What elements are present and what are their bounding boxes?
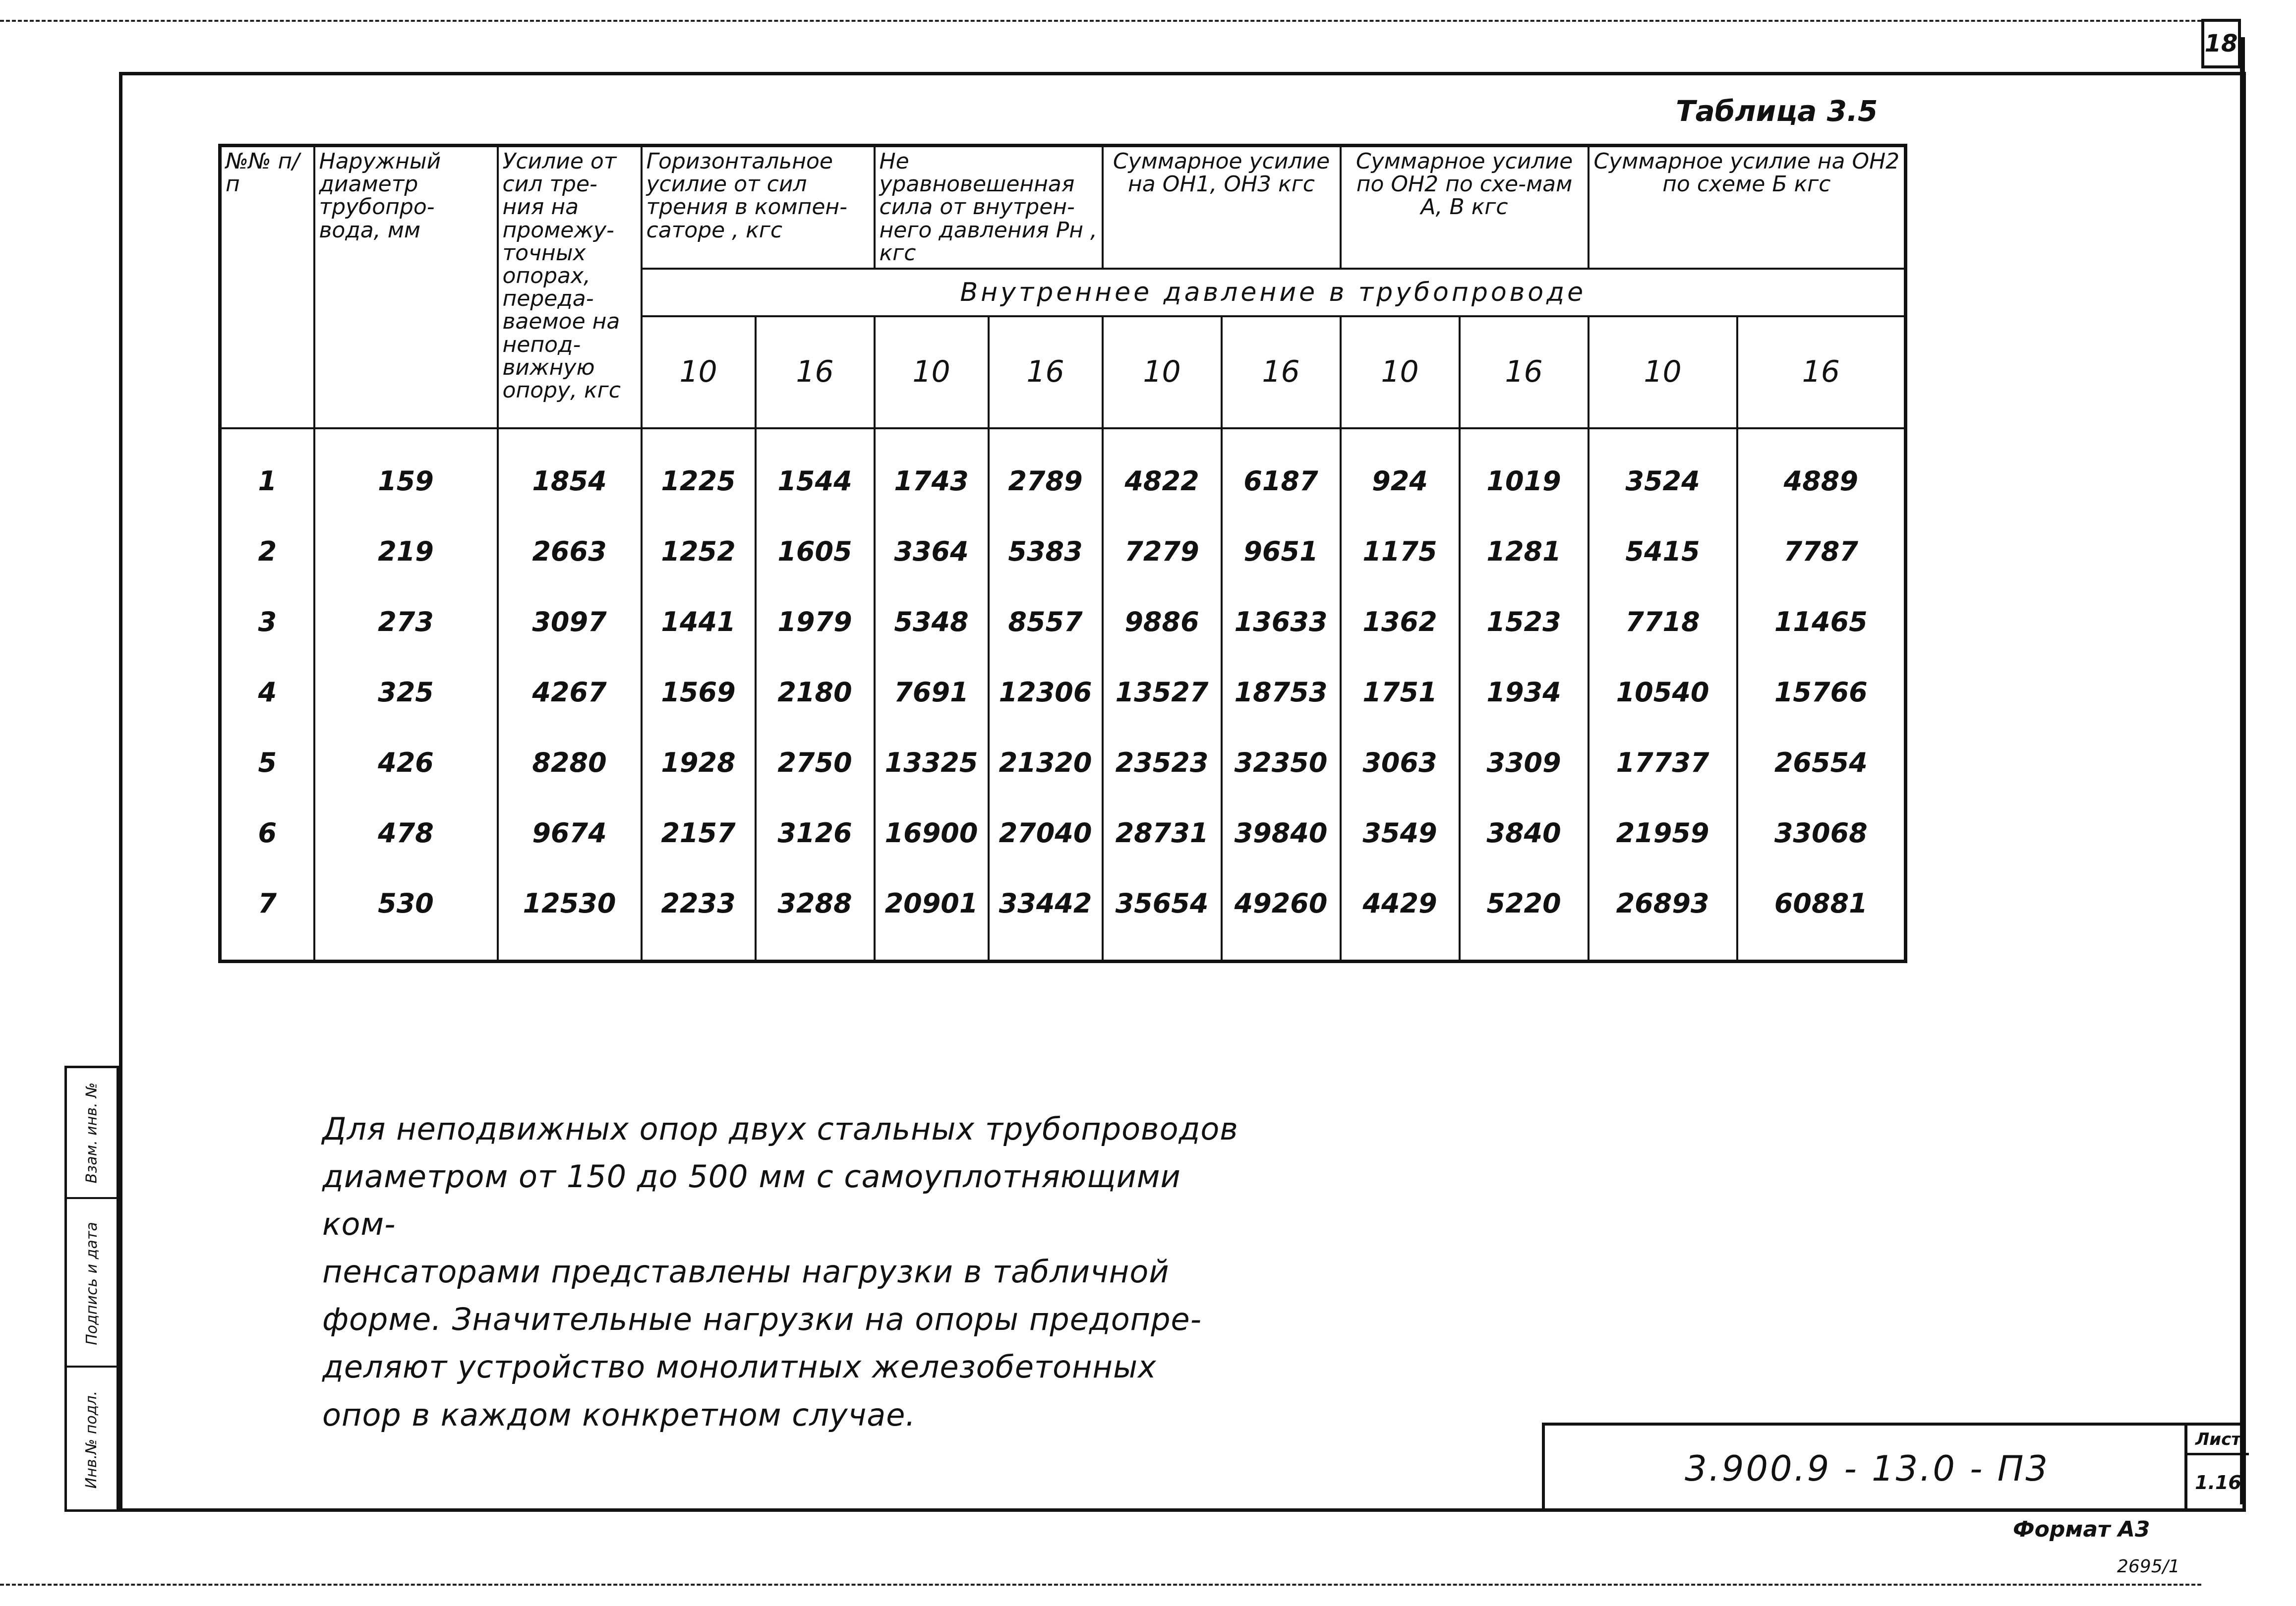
sheet-number: 1.16 <box>2195 1472 2241 1493</box>
table-cell: 9886 <box>1103 587 1222 657</box>
table-cell: 13633 <box>1222 587 1341 657</box>
table-cell: 1751 <box>1341 657 1460 728</box>
table-cell: 60881 <box>1737 868 1906 939</box>
side-label: Инв.№ подл. <box>83 1390 101 1489</box>
side-label: Подпись и дата <box>83 1221 101 1345</box>
table-cell: 1 <box>220 428 314 516</box>
table-cell: 426 <box>314 728 498 798</box>
side-cell-replace-inv <box>67 1068 117 1197</box>
frame-right-edge <box>2240 37 2245 1504</box>
table-cell: 6187 <box>1222 428 1341 516</box>
table-body <box>220 428 1906 962</box>
table-cell: 2233 <box>642 868 756 939</box>
table-spacer-row <box>220 939 1906 962</box>
header-sum-oh2-ab: Суммарное усилие по ОН2 по схе-мам А, В кгс <box>1341 146 1589 269</box>
table-cell: 7787 <box>1737 516 1906 587</box>
note-line: диаметром от 150 до 500 мм с самоуплотняющими ком- <box>322 1158 1181 1243</box>
table-spacer-cell <box>1341 939 1460 962</box>
side-stamp-strip <box>64 1066 119 1512</box>
table-cell: 2157 <box>642 798 756 868</box>
table-cell: 3288 <box>756 868 875 939</box>
header-pressure: Внутреннее давление в трубопроводе <box>642 269 1906 316</box>
table-spacer-cell <box>1737 939 1906 962</box>
side-cell-original-inv <box>67 1366 117 1511</box>
sheet-box <box>2184 1426 2249 1512</box>
table-row <box>220 868 1906 939</box>
table-cell: 924 <box>1341 428 1460 516</box>
loads-table <box>218 144 1907 963</box>
header-pressure-10: 10 <box>1589 316 1737 428</box>
table-row <box>220 657 1906 728</box>
table-cell: 39840 <box>1222 798 1341 868</box>
table-row <box>220 728 1906 798</box>
table-cell: 33442 <box>989 868 1103 939</box>
table-cell: 5383 <box>989 516 1103 587</box>
table-cell: 530 <box>314 868 498 939</box>
header-horizontal: Горизонтальное усилие от сил трения в компен-саторе , кгс <box>642 146 875 269</box>
table-spacer-cell <box>314 939 498 962</box>
table-spacer-cell <box>642 939 756 962</box>
table-cell: 3364 <box>875 516 989 587</box>
table-cell: 1544 <box>756 428 875 516</box>
table-cell: 7 <box>220 868 314 939</box>
table-cell: 3549 <box>1341 798 1460 868</box>
table-cell: 273 <box>314 587 498 657</box>
table-cell: 21959 <box>1589 798 1737 868</box>
table-cell: 20901 <box>875 868 989 939</box>
document-number: 3.900.9 - 13.0 - П3 <box>1685 1448 2050 1489</box>
table-cell: 8557 <box>989 587 1103 657</box>
table-cell: 6 <box>220 798 314 868</box>
note-line: деляют устройство монолитных железобетонных <box>322 1349 1157 1385</box>
table-cell: 478 <box>314 798 498 868</box>
table-cell: 2750 <box>756 728 875 798</box>
table-cell: 3 <box>220 587 314 657</box>
bottom-cut-line <box>0 1584 2201 1586</box>
side-label: Взам. инв. № <box>83 1082 101 1183</box>
table-spacer-cell <box>1103 939 1222 962</box>
table-cell: 9651 <box>1222 516 1341 587</box>
note-text <box>322 1105 1264 1439</box>
table-cell: 21320 <box>989 728 1103 798</box>
format-label: Формат А3 <box>2013 1517 2150 1542</box>
table-cell: 1175 <box>1341 516 1460 587</box>
table-cell: 7691 <box>875 657 989 728</box>
table-cell: 10540 <box>1589 657 1737 728</box>
note-line: Для неподвижных опор двух стальных трубопроводов <box>322 1111 1238 1147</box>
table-cell: 18753 <box>1222 657 1341 728</box>
table-spacer-cell <box>989 939 1103 962</box>
table-cell: 1019 <box>1460 428 1589 516</box>
table-cell: 27040 <box>989 798 1103 868</box>
table-cell: 12306 <box>989 657 1103 728</box>
table-title: Таблица 3.5 <box>1676 94 1878 128</box>
table-cell: 12530 <box>498 868 642 939</box>
table-spacer-cell <box>1460 939 1589 962</box>
table-cell: 2 <box>220 516 314 587</box>
table-cell: 8280 <box>498 728 642 798</box>
table-cell: 16900 <box>875 798 989 868</box>
table-cell: 49260 <box>1222 868 1341 939</box>
note-line: пенсаторами представлены нагрузки в табличной <box>322 1254 1170 1290</box>
table-cell: 1605 <box>756 516 875 587</box>
table-cell: 3309 <box>1460 728 1589 798</box>
table-row <box>220 587 1906 657</box>
side-cell-signature <box>67 1197 117 1368</box>
note-line: форме. Значительные нагрузки на опоры предопре- <box>322 1301 1202 1338</box>
table-cell: 1362 <box>1341 587 1460 657</box>
sheet-label: Лист <box>2187 1426 2249 1455</box>
page-number: 18 <box>2201 19 2241 68</box>
table-cell: 13527 <box>1103 657 1222 728</box>
table-cell: 1934 <box>1460 657 1589 728</box>
table-cell: 11465 <box>1737 587 1906 657</box>
title-block <box>1542 1423 2246 1512</box>
table-cell: 5415 <box>1589 516 1737 587</box>
table-spacer-cell <box>498 939 642 962</box>
table-cell: 219 <box>314 516 498 587</box>
table-cell: 32350 <box>1222 728 1341 798</box>
table-cell: 4 <box>220 657 314 728</box>
table-cell: 3063 <box>1341 728 1460 798</box>
table-cell: 1252 <box>642 516 756 587</box>
table-cell: 13325 <box>875 728 989 798</box>
header-pressure-10: 10 <box>1103 316 1222 428</box>
table-row <box>220 516 1906 587</box>
table-cell: 4889 <box>1737 428 1906 516</box>
table-cell: 1743 <box>875 428 989 516</box>
table-cell: 28731 <box>1103 798 1222 868</box>
table-cell: 1854 <box>498 428 642 516</box>
table-cell: 15766 <box>1737 657 1906 728</box>
table-cell: 2789 <box>989 428 1103 516</box>
table-spacer-cell <box>875 939 989 962</box>
table-cell: 1979 <box>756 587 875 657</box>
table-cell: 3126 <box>756 798 875 868</box>
table-cell: 9674 <box>498 798 642 868</box>
table-cell: 17737 <box>1589 728 1737 798</box>
header-pressure-16: 16 <box>989 316 1103 428</box>
table-cell: 23523 <box>1103 728 1222 798</box>
table-cell: 7718 <box>1589 587 1737 657</box>
header-pressure-10: 10 <box>1341 316 1460 428</box>
table-cell: 159 <box>314 428 498 516</box>
table-cell: 1569 <box>642 657 756 728</box>
table-cell: 5 <box>220 728 314 798</box>
table-cell: 3097 <box>498 587 642 657</box>
table-cell: 4267 <box>498 657 642 728</box>
table-spacer-cell <box>1222 939 1341 962</box>
top-cut-line <box>0 20 2201 22</box>
table-cell: 26554 <box>1737 728 1906 798</box>
header-diameter: Наружный диаметр трубопро-вода, мм <box>314 146 498 428</box>
table-cell: 325 <box>314 657 498 728</box>
header-pressure-10: 10 <box>875 316 989 428</box>
table-cell: 3524 <box>1589 428 1737 516</box>
table-cell: 4822 <box>1103 428 1222 516</box>
header-friction: Усилие от сил тре-ния на промежу-точных опорах, переда-ваемое на непод-вижную опору, кгс <box>498 146 642 428</box>
header-pressure-16: 16 <box>756 316 875 428</box>
table-cell: 33068 <box>1737 798 1906 868</box>
header-pressure-16: 16 <box>1737 316 1906 428</box>
table-spacer-cell <box>220 939 314 962</box>
table-cell: 3840 <box>1460 798 1589 868</box>
table-cell: 4429 <box>1341 868 1460 939</box>
table-cell: 1281 <box>1460 516 1589 587</box>
header-unbalanced: Не уравновешенная сила от внутрен-него давления Рн , кгс <box>875 146 1103 269</box>
table-row <box>220 428 1906 516</box>
table-cell: 1225 <box>642 428 756 516</box>
table-cell: 2180 <box>756 657 875 728</box>
table-cell: 1523 <box>1460 587 1589 657</box>
inventory-number: 2695/1 <box>2117 1556 2180 1577</box>
table-spacer-cell <box>756 939 875 962</box>
table-spacer-cell <box>1589 939 1737 962</box>
header-num: №№ п/п <box>220 146 314 428</box>
header-pressure-16: 16 <box>1222 316 1341 428</box>
header-pressure-16: 16 <box>1460 316 1589 428</box>
table-row <box>220 798 1906 868</box>
table-cell: 26893 <box>1589 868 1737 939</box>
table-cell: 35654 <box>1103 868 1222 939</box>
table-cell: 5220 <box>1460 868 1589 939</box>
header-pressure-10: 10 <box>642 316 756 428</box>
table-cell: 7279 <box>1103 516 1222 587</box>
table-cell: 1441 <box>642 587 756 657</box>
header-sum-oh2-b: Суммарное усилие на ОН2 по схеме Б кгс <box>1589 146 1906 269</box>
table-cell: 1928 <box>642 728 756 798</box>
header-sum-oh1: Суммарное усилие на ОН1, ОН3 кгс <box>1103 146 1341 269</box>
table-cell: 2663 <box>498 516 642 587</box>
note-line: опор в каждом конкретном случае. <box>322 1396 916 1433</box>
table-cell: 5348 <box>875 587 989 657</box>
